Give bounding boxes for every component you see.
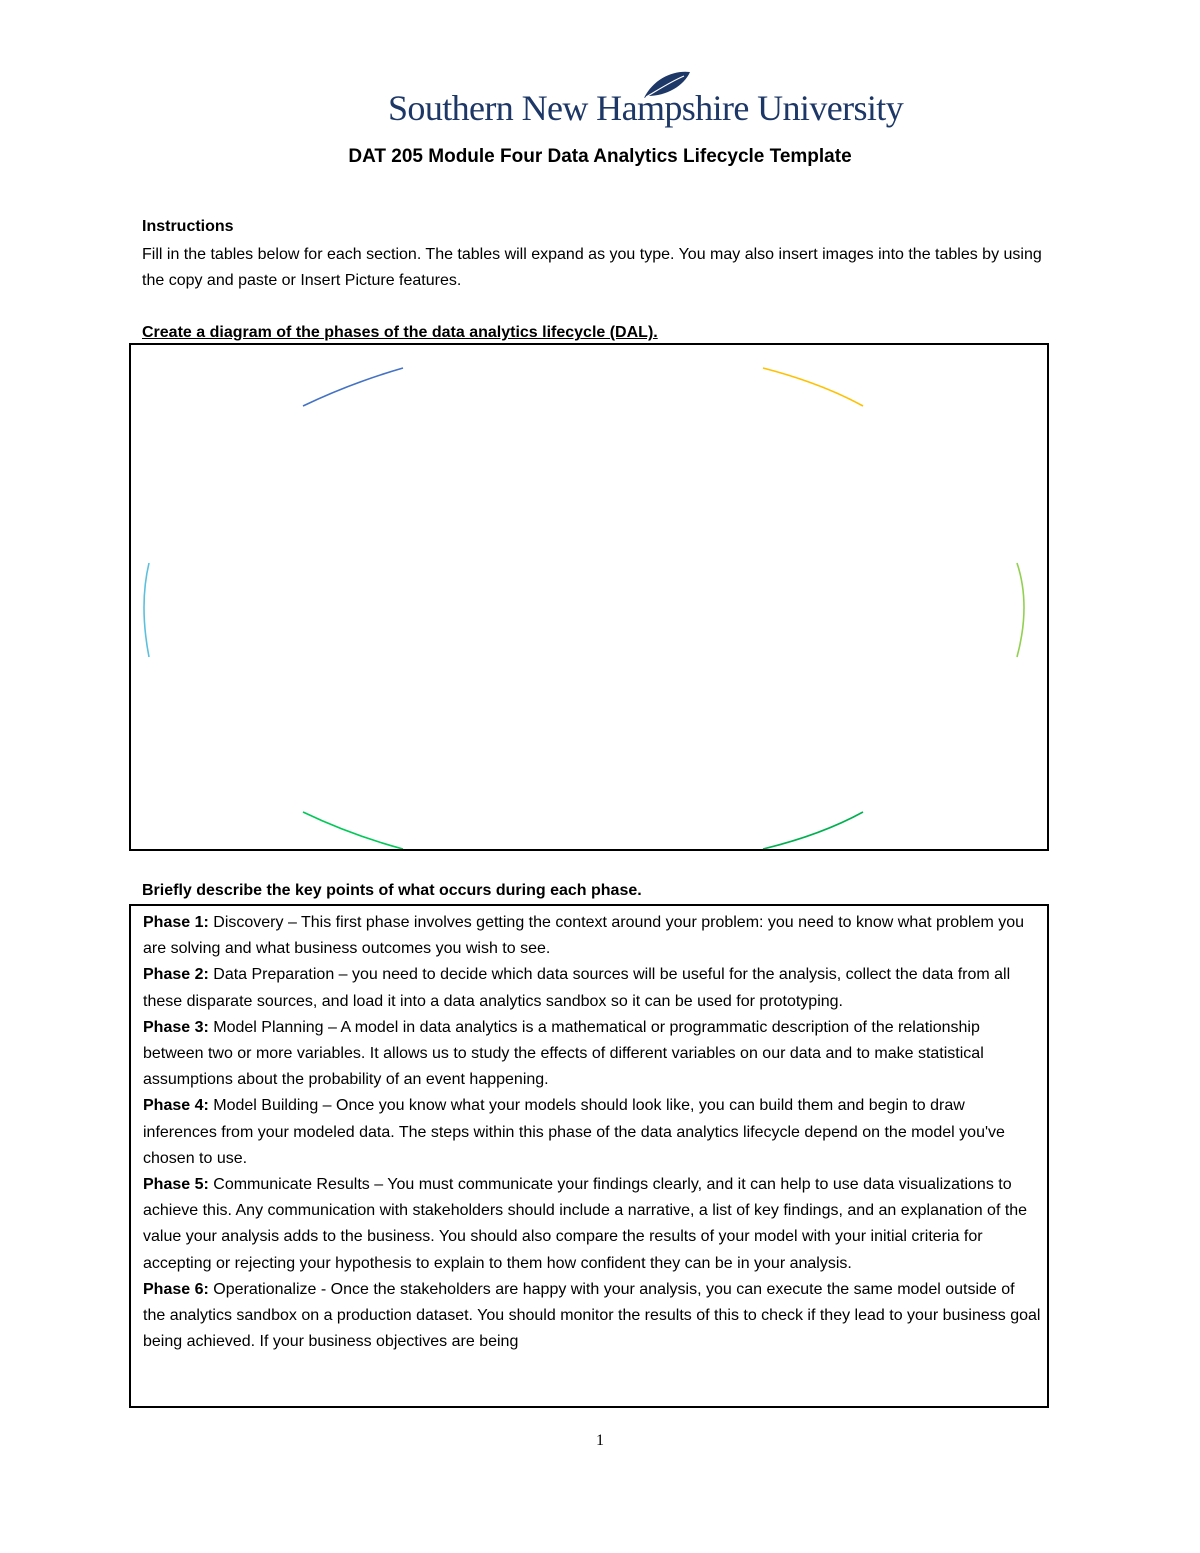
lifecycle-diagram xyxy=(129,343,1049,851)
phases-heading: Briefly describe the key points of what occurs during each phase. xyxy=(142,882,642,899)
phase-4-text: Model Building – Once you know what your models should look like, you can build them and begin to draw inferences from your modeled data. The steps within this phase of the data analytics lifecycle depend on the model you've chosen to use. xyxy=(143,1097,1005,1167)
arc-top-right xyxy=(763,368,863,406)
phase-3 xyxy=(143,1015,1041,1094)
arc-top-left xyxy=(303,368,403,406)
lifecycle-diagram-canvas xyxy=(131,345,1047,849)
phase-5-label: Phase 5: xyxy=(143,1176,209,1194)
arc-left xyxy=(144,563,149,657)
phase-3-text: Model Planning – A model in data analytics is a mathematical or programmatic description of the relationship between two or more variables. It allows us to study the effects of different variables on our data and to make statistical assumptions about the probability of an event happening. xyxy=(143,1018,984,1089)
page-number: 1 xyxy=(596,1432,604,1449)
phase-6 xyxy=(143,1277,1041,1356)
arc-bottom-left xyxy=(303,812,403,849)
instructions-body: Fill in the tables below for each section. The tables will expand as you type. You may also insert images into the tables by using the copy and paste or Insert Picture features. xyxy=(142,246,1042,289)
university-logo xyxy=(388,68,904,138)
logo-wordmark: Southern New Hampshire University xyxy=(388,88,904,128)
document-title: DAT 205 Module Four Data Analytics Lifecycle Template xyxy=(348,146,852,167)
phase-4-label: Phase 4: xyxy=(143,1097,209,1115)
diagram-heading: Create a diagram of the phases of the data analytics lifecycle (DAL). xyxy=(142,324,658,341)
arc-right xyxy=(1017,563,1024,657)
phase-2 xyxy=(143,962,1041,1014)
phase-2-text: Data Preparation – you need to decide which data sources will be useful for the analysis, collect the data from all these disparate sources, and load it into a data analytics sandbox so it can be used for prototyping. xyxy=(143,966,1011,1010)
phase-6-label: Phase 6: xyxy=(143,1280,209,1298)
phase-3-label: Phase 3: xyxy=(143,1018,209,1036)
phases-table xyxy=(129,904,1049,1408)
phase-1-text: Discovery – This first phase involves getting the context around your problem: you need to know what problem you are solving and what business outcomes you wish to see. xyxy=(143,914,1025,958)
phase-1-label: Phase 1: xyxy=(143,914,209,931)
phases-content xyxy=(143,910,1041,1355)
phase-5-text: Communicate Results – You must communicate your findings clearly, and it can help to use data visualizations to achieve this. Any communication with stakeholders should include a narrative, a list of key findings, and an explanation of the value your analysis adds to the business. You should also compare the results of your model with your initial criteria for accepting or rejecting your hypothesis to explain to them how confident they can be in your analysis. xyxy=(143,1176,1028,1272)
phase-5 xyxy=(143,1172,1041,1277)
phase-2-label: Phase 2: xyxy=(143,966,209,984)
phase-1 xyxy=(143,910,1041,962)
phase-4 xyxy=(143,1093,1041,1172)
instructions-heading: Instructions xyxy=(142,218,234,235)
phase-6-text: Operationalize - Once the stakeholders are happy with your analysis, you can execute the same model outside of the analytics sandbox on a production dataset. You should monitor the results of this to check if they lead to your business goal being achieved. If your business objectives are being xyxy=(143,1280,1041,1351)
arc-bottom-right xyxy=(763,812,863,849)
